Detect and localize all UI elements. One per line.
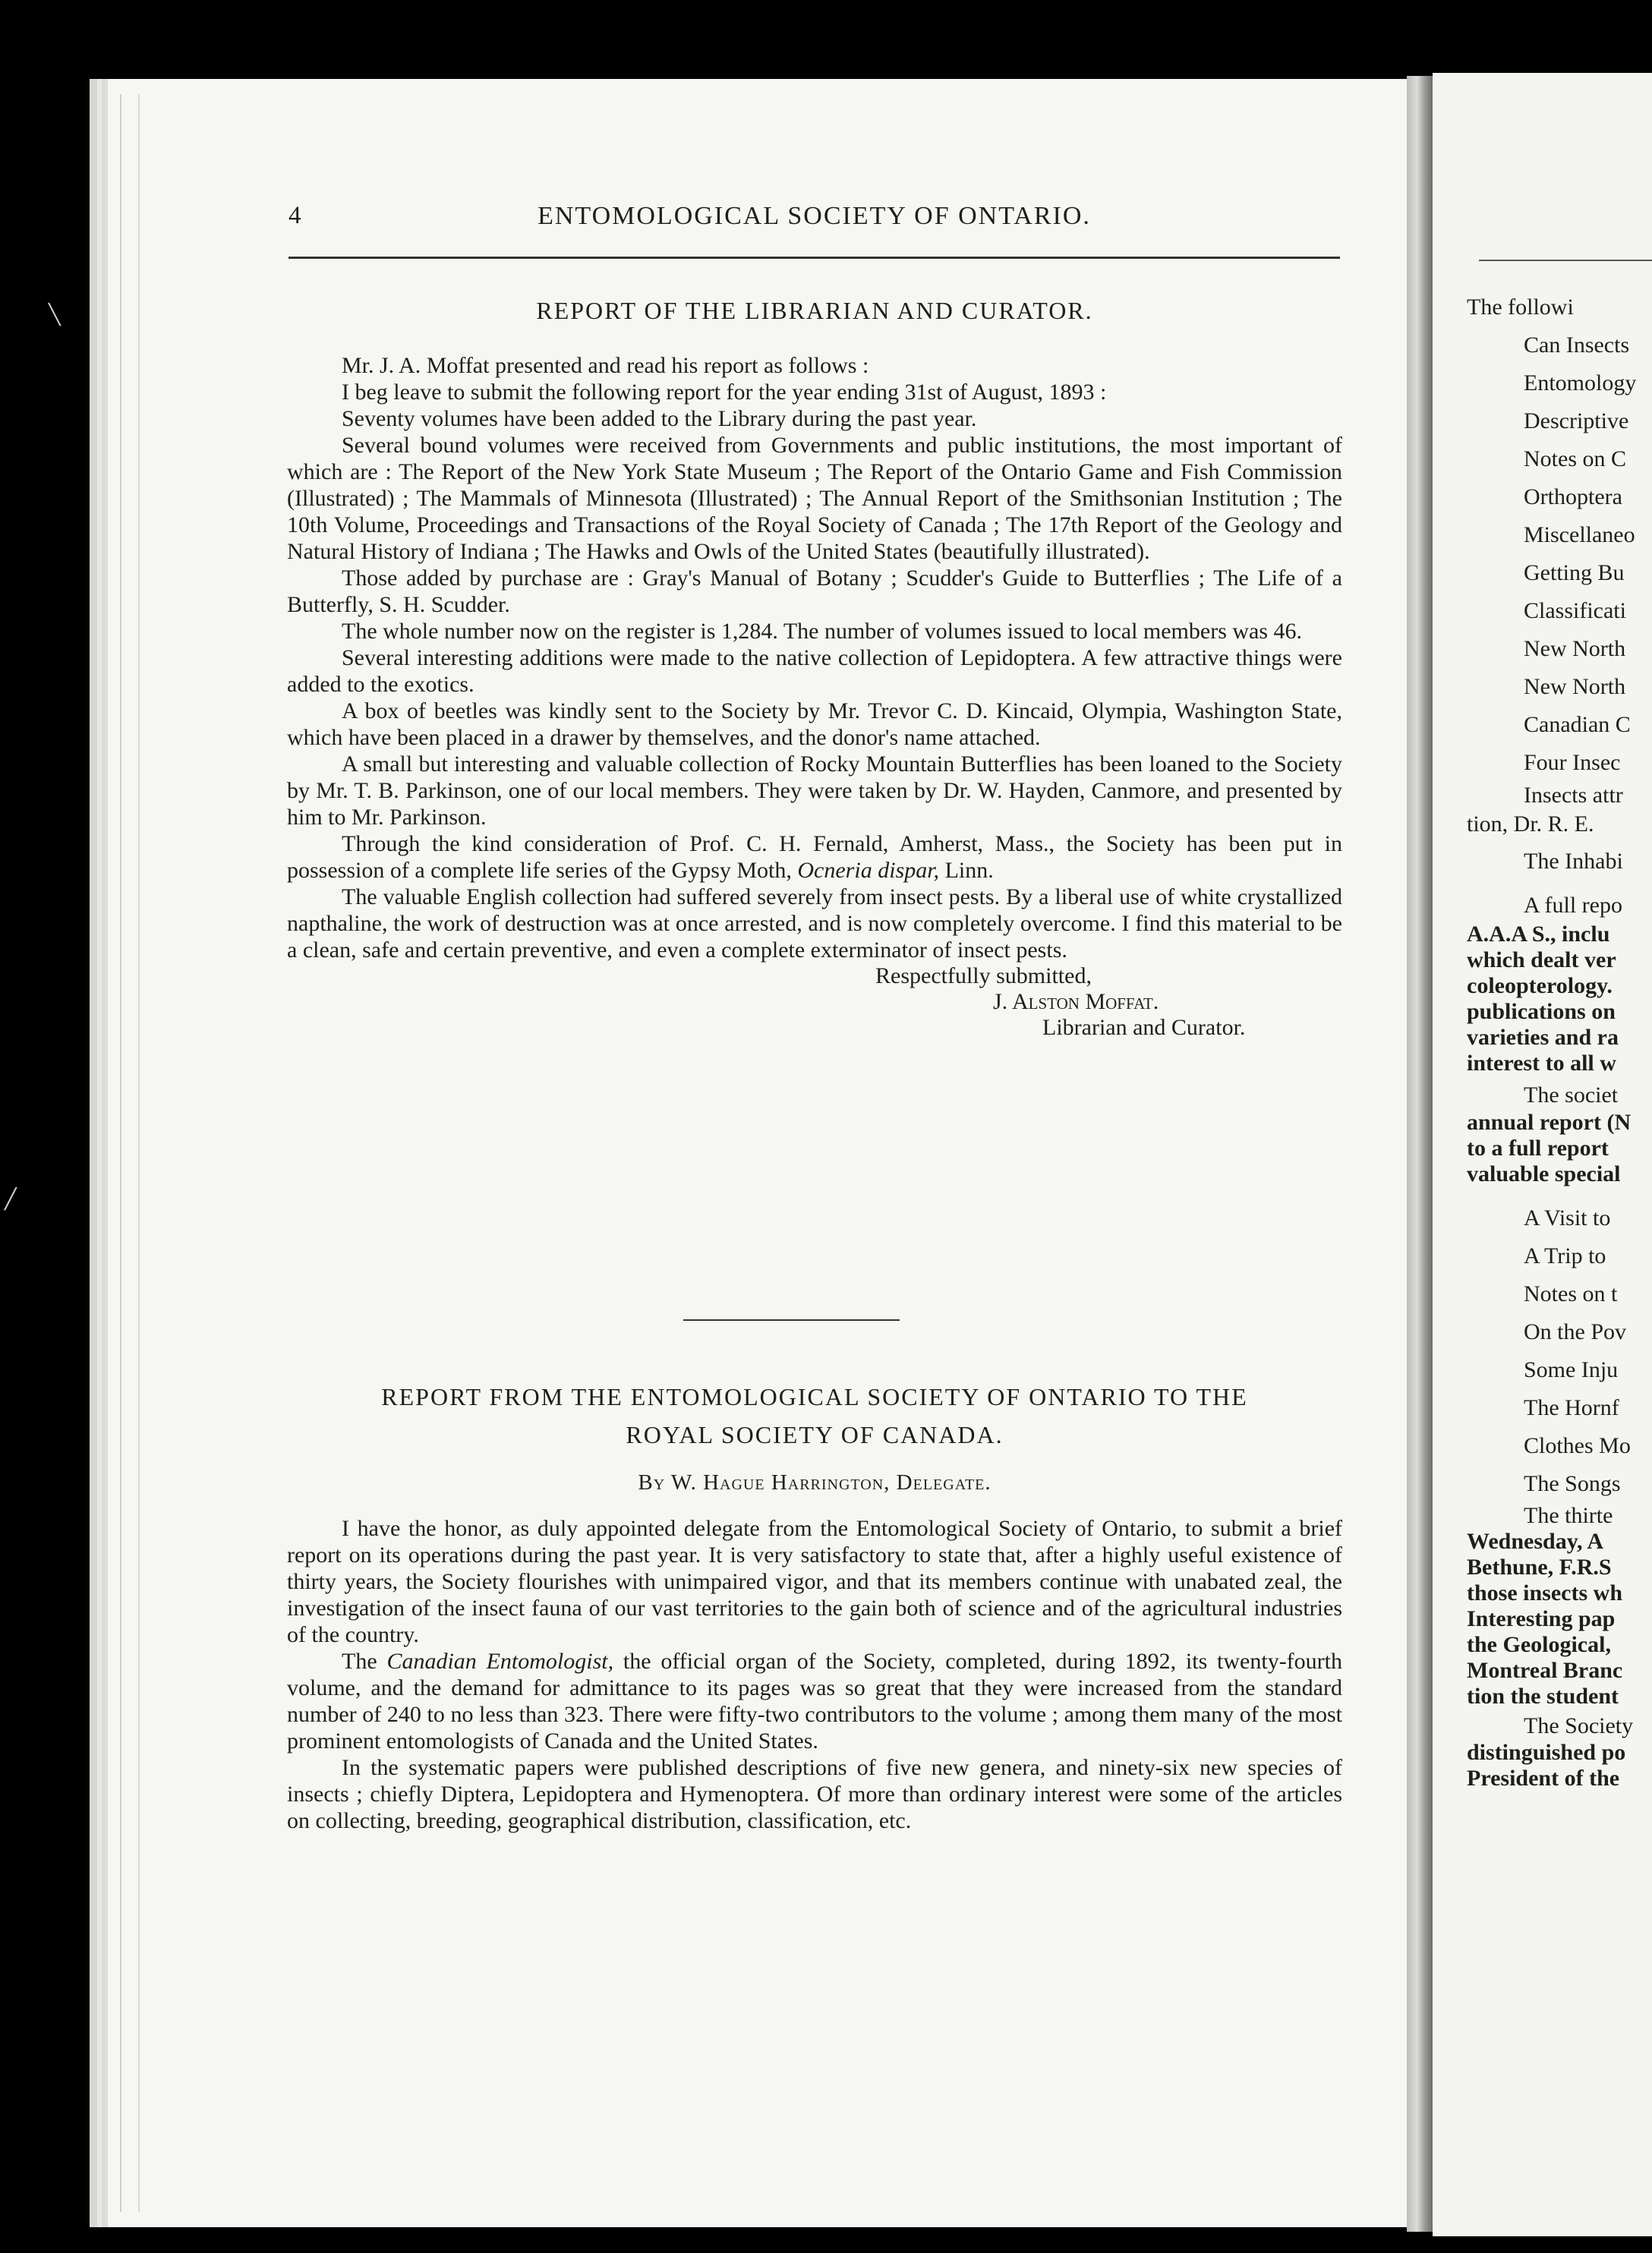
signoff-role: Librarian and Curator.	[1042, 1015, 1246, 1040]
stray-mark: ╲	[49, 304, 61, 326]
paragraph: I beg leave to submit the following report for the year ending 31st of August, 1893 :	[342, 380, 1107, 405]
fragment-line: coleopterology.	[1467, 973, 1613, 998]
fragment-line: The thirte	[1524, 1503, 1613, 1528]
fragment-line: distinguished po	[1467, 1740, 1626, 1765]
fragment-line: New North	[1524, 674, 1626, 699]
section-divider	[683, 1319, 900, 1321]
fragment-line: Four Insec	[1524, 750, 1621, 775]
gypsy-moth-paragraph	[287, 830, 1342, 884]
fragment-line: New North	[1524, 636, 1626, 661]
paragraph: Several interesting additions were made to the native collection of Lepidoptera. A few attractive things were added to the exotics.	[287, 645, 1342, 697]
paragraph: A box of beetles was kindly sent to the Society by Mr. Trevor C. D. Kincaid, Olympia, Washington State, which have been placed in a drawer by themselves, and the donor's name attached.	[287, 698, 1342, 750]
paragraph: A small but interesting and valuable collection of Rocky Mountain Butterflies has been loaned to the Society by Mr. T. B. Parkinson, one of our local members. They were taken by Dr. W. Hayden, Canmore, and presented by him to Mr. Parkinson.	[287, 752, 1342, 830]
fragment-line: valuable special	[1467, 1161, 1621, 1186]
fragment-line: Montreal Branc	[1467, 1658, 1623, 1683]
paragraph: In the systematic papers were published descriptions of five new genera, and ninety-six new species of insects ; chiefly Diptera, Lepidoptera and Hymenoptera. Of more than ordinary interest were some of the articles on collecting, breeding, geographical distribution, classification, etc.	[287, 1755, 1342, 1833]
paragraph: The valuable English collection had suffered severely from insect pests. By a liberal use of white crystallized napthaline, the work of destruction was at once arrested, and is now completely overcome. I find this material to be a clean, safe and certain preventive, and even a complete exterminator of insect pests.	[287, 884, 1342, 963]
header-rule	[288, 257, 1340, 259]
journal-name: Canadian Entomologist,	[386, 1649, 614, 1674]
fragment-line: The Hornf	[1524, 1395, 1619, 1420]
paragraph: Mr. J. A. Moffat presented and read his report as follows :	[342, 353, 869, 378]
fragment-line: The societ	[1524, 1082, 1619, 1108]
fragment-line: Can Insects	[1524, 332, 1630, 358]
paragraph-text: Through the kind consideration of Prof. C. H. Fernald, Amherst, Mass., the Society has been put in possession of a complete life series of the Gypsy Moth,	[287, 831, 1342, 883]
royal-report-title-line2: ROYAL SOCIETY OF CANADA.	[626, 1421, 1004, 1448]
librarian-report	[287, 291, 1342, 1041]
paragraph: Seventy volumes have been added to the Library during the past year.	[342, 406, 977, 431]
fragment-line: annual report (N	[1467, 1110, 1632, 1135]
signoff-closing: Respectfully submitted,	[875, 963, 1092, 988]
fragment-line: A Trip to	[1524, 1243, 1606, 1268]
fragment-line: Wednesday, A	[1467, 1529, 1604, 1554]
fragment-line: A Visit to	[1524, 1205, 1611, 1230]
fragment-line: The Songs	[1524, 1471, 1621, 1496]
paragraph: I have the honor, as duly appointed delegate from the Entomological Society of Ontario, to submit a brief report on its operations during the past year. It is very satisfactory to state that, after a highly useful existence of thirty years, the Society flourishes with unimpaired vigor, and that its members continue with unabated zeal, the investigation of the insect fauna of our vast territories to the gain both of science and of the agricultural industries of the country.	[287, 1516, 1342, 1647]
paragraph: The whole number now on the register is 1,284. The number of volumes issued to local members was 46.	[342, 619, 1303, 644]
librarian-report-title: REPORT OF THE LIBRARIAN AND CURATOR.	[536, 297, 1093, 324]
fragment-line: The Society	[1524, 1713, 1634, 1738]
paragraph: Those added by purchase are : Gray's Manual of Botany ; Scudder's Guide to Butterflies ; The Life of a Butterfly, S. H. Scudder.	[287, 566, 1342, 617]
royal-report-title-line1: REPORT FROM THE ENTOMOLOGICAL SOCIETY OF ONTARIO TO THE	[381, 1383, 1248, 1410]
paragraph: Several bound volumes were received from Governments and public institutions, the most important of which are : The Report of the New York State Museum ; The Report of the Ontario Game and Fish Commission (Illustrated) ; The Mammals of Minnesota (Illustrated) ; The Annual Report of the Smithsonian Institution ; The 10th Volume, Proceedings and Transactions of the Royal Society of Canada ; The 17th Report of the Geology and Natural History of Indiana ; The Hawks and Owls of the United States (beautifully illustrated).	[287, 433, 1342, 564]
fragment-line: Clothes Mo	[1524, 1433, 1631, 1458]
fragment-line: A.A.A S., inclu	[1467, 922, 1610, 947]
fragment-line: Bethune, F.R.S	[1467, 1555, 1612, 1580]
fragment-line: interest to all w	[1467, 1051, 1616, 1076]
fragment-line: varieties and ra	[1467, 1025, 1619, 1050]
fragment-line: Descriptive	[1524, 408, 1629, 433]
fragment-line: Getting Bu	[1524, 560, 1625, 585]
fragment-line: Entomology	[1524, 370, 1637, 395]
paragraph-text: the official organ of the Society, completed, during 1892, its twenty-fourth volume, and the demand for admittance to its pages was so great that they were increased from the standard number of 240 to no less than 323. There were fifty-two contributors to the volume ; among them many of the most prominent entomologists of Canada and the United States.	[287, 1649, 1343, 1754]
canadian-entomologist-paragraph	[287, 1648, 1342, 1754]
fragment-line: to a full report	[1467, 1136, 1609, 1161]
fragment-line: President of the	[1467, 1766, 1620, 1791]
byline: By W. Hague Harrington, Delegate.	[638, 1470, 992, 1495]
journal-title: ENTOMOLOGICAL SOCIETY OF ONTARIO.	[538, 202, 1091, 230]
signoff	[287, 963, 1342, 1041]
fragment-line: A full repo	[1524, 893, 1622, 918]
running-head	[288, 202, 1340, 235]
fragment-line: Some Inju	[1524, 1357, 1619, 1382]
book-gutter	[1407, 76, 1433, 2232]
page-number: 4	[288, 202, 301, 229]
paragraph-lead: The	[342, 1649, 377, 1674]
fragment-line: the Geological,	[1467, 1632, 1611, 1657]
fragment-line: The followi	[1467, 295, 1574, 320]
signoff-name: J. Alston Moffat.	[993, 989, 1159, 1014]
fragment-line: Canadian C	[1524, 712, 1631, 737]
fragment-line: On the Pov	[1524, 1319, 1626, 1344]
species-name: Ocneria dispar,	[797, 858, 940, 883]
fragment-line: which dealt ver	[1467, 947, 1616, 972]
fragment-line: Notes on C	[1524, 446, 1626, 471]
fragment-line: Insects attr	[1524, 783, 1623, 808]
species-author: Linn.	[944, 858, 994, 883]
fragment-line: Miscellaneo	[1524, 522, 1635, 547]
fragment-line: publications on	[1467, 999, 1616, 1024]
page-edge-lines	[120, 94, 140, 2212]
fragment-line: those insects wh	[1467, 1580, 1623, 1605]
fragment-line: tion the student	[1467, 1684, 1619, 1709]
fragment-line: The Inhabi	[1524, 849, 1623, 874]
fragment-line: Interesting pap	[1467, 1606, 1616, 1631]
right-page-rule	[1479, 260, 1652, 261]
fragment-line: Notes on t	[1524, 1281, 1618, 1306]
right-page-fragments	[1467, 288, 1652, 1791]
fragment-line: Classificati	[1524, 598, 1626, 623]
royal-society-report	[287, 1378, 1342, 1834]
fragment-line: Orthoptera	[1524, 484, 1622, 509]
stray-mark: ╱	[5, 1188, 17, 1210]
fragment-line: tion, Dr. R. E.	[1467, 811, 1594, 837]
